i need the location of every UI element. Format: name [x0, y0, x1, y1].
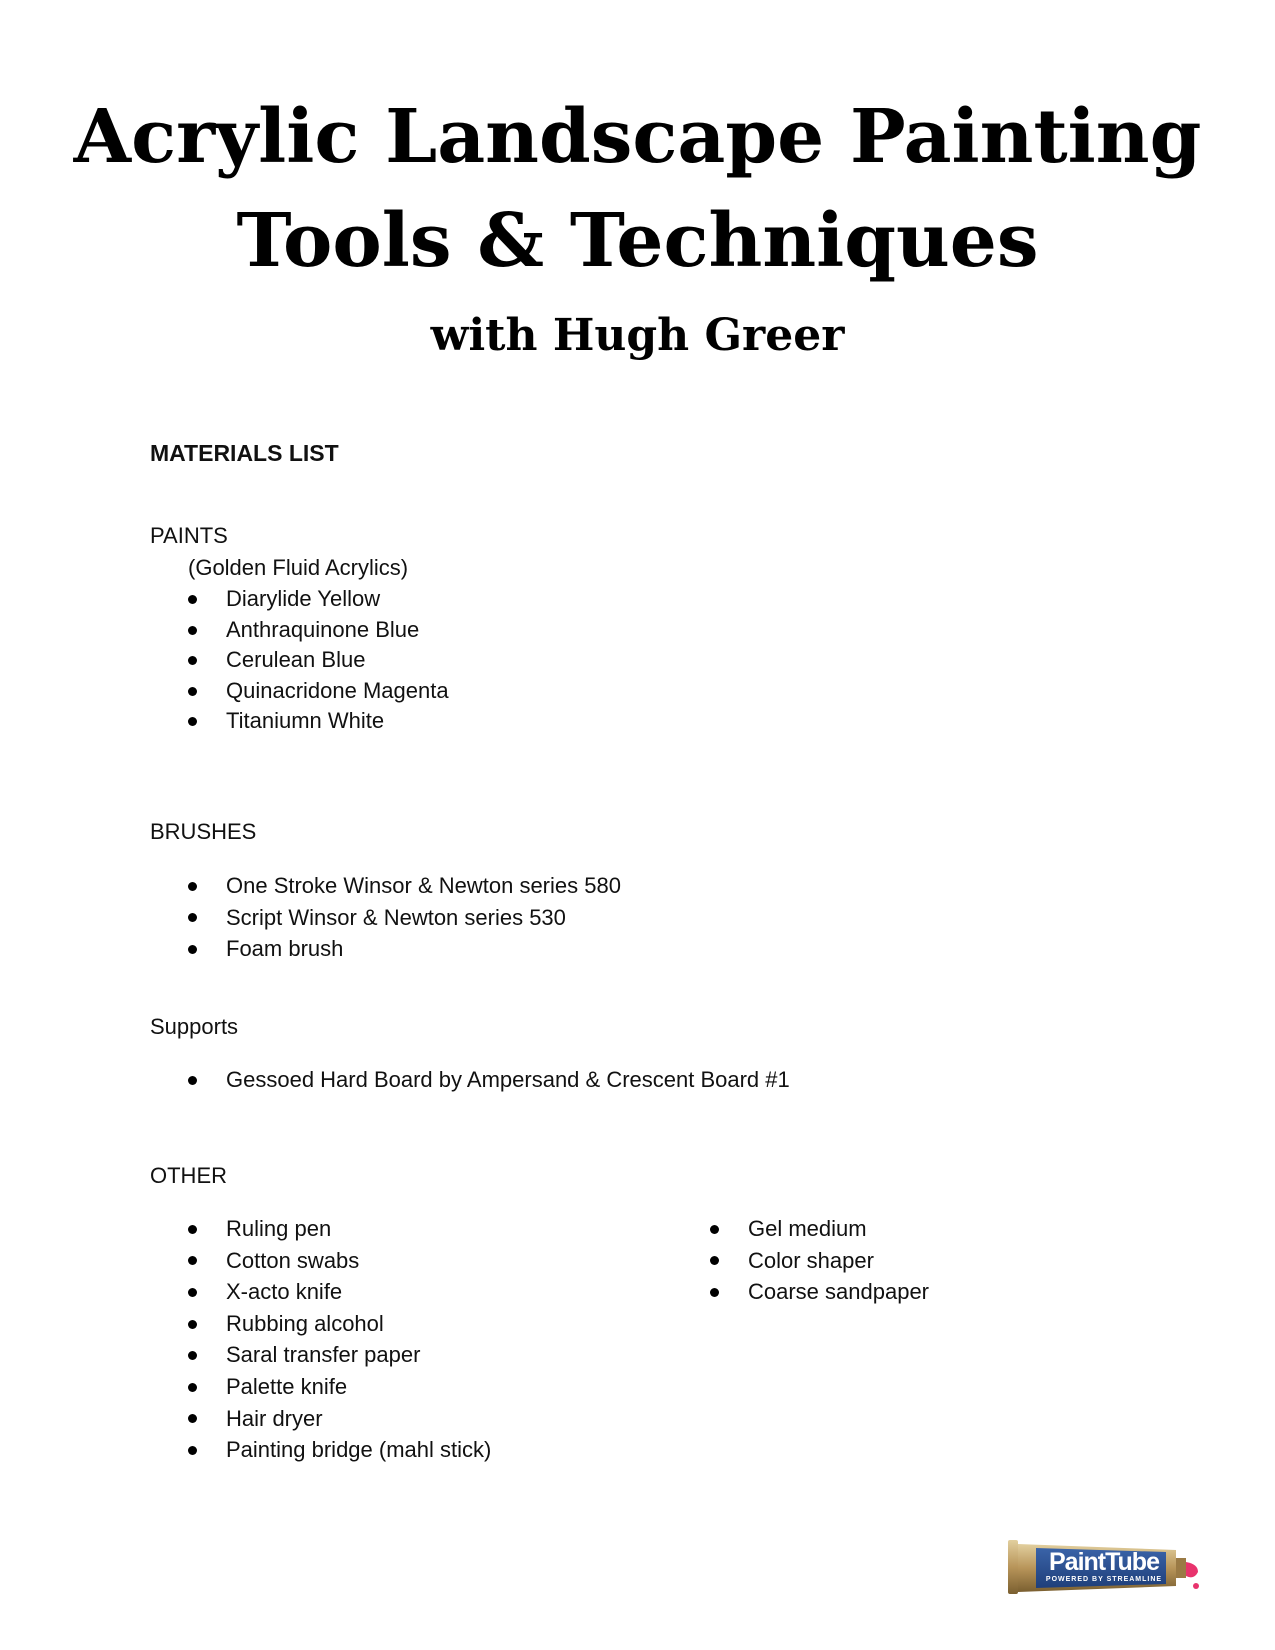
bullet-icon: [710, 1225, 719, 1234]
page-subtitle: with Hugh Greer: [430, 310, 845, 361]
bullet-icon: [188, 1383, 197, 1392]
paints-note: (Golden Fluid Acrylics): [188, 555, 409, 580]
supports-list: [188, 1064, 790, 1095]
other-list-left: [188, 1213, 491, 1466]
list-item: One Stroke Winsor & Newton series 580: [188, 870, 621, 902]
other-heading: OTHER: [150, 1163, 227, 1188]
page-title-line-1: Acrylic Landscape Painting: [73, 94, 1202, 180]
list-item: Foam brush: [188, 933, 621, 965]
bullet-icon: [188, 1351, 197, 1360]
materials-list-heading: MATERIALS LIST: [150, 440, 339, 466]
bullet-icon: [188, 945, 197, 954]
bullet-icon: [188, 1320, 197, 1329]
list-item: Gessoed Hard Board by Ampersand & Crescent Board #1: [188, 1064, 790, 1095]
logo-wordmark: PaintTube: [1049, 1548, 1159, 1576]
page-title-line-2: Tools & Techniques: [236, 198, 1039, 284]
list-item: Coarse sandpaper: [710, 1276, 929, 1308]
bullet-icon: [188, 1446, 197, 1455]
bullet-icon: [188, 626, 197, 635]
list-item: X-acto knife: [188, 1276, 491, 1308]
list-item: Palette knife: [188, 1371, 491, 1403]
bullet-icon: [188, 1414, 197, 1423]
bullet-icon: [188, 687, 197, 696]
list-item: Painting bridge (mahl stick): [188, 1434, 491, 1466]
supports-heading: Supports: [150, 1014, 239, 1039]
bullet-icon: [188, 1225, 197, 1234]
bullet-icon: [188, 1256, 197, 1265]
list-item: Cerulean Blue: [188, 645, 449, 676]
brushes-list: [188, 870, 621, 965]
list-item: Cotton swabs: [188, 1245, 491, 1277]
other-list-right: [710, 1213, 929, 1308]
bullet-icon: [188, 595, 197, 604]
paints-heading: PAINTS: [150, 523, 228, 548]
list-item: Diarylide Yellow: [188, 584, 449, 615]
list-item: Script Winsor & Newton series 530: [188, 902, 621, 934]
bullet-icon: [188, 717, 197, 726]
logo-tagline: POWERED BY STREAMLINE: [1045, 1576, 1163, 1583]
list-item: Anthraquinone Blue: [188, 615, 449, 646]
list-item: Hair dryer: [188, 1403, 491, 1435]
list-item: Gel medium: [710, 1213, 929, 1245]
bullet-icon: [188, 913, 197, 922]
list-item: Color shaper: [710, 1245, 929, 1277]
list-item: Titaniumn White: [188, 706, 449, 737]
bullet-icon: [710, 1288, 719, 1297]
paints-list: [188, 584, 449, 737]
list-item: Saral transfer paper: [188, 1339, 491, 1371]
painttube-logo: [1006, 1536, 1206, 1600]
bullet-icon: [188, 882, 197, 891]
bullet-icon: [188, 656, 197, 665]
bullet-icon: [188, 1076, 197, 1085]
list-item: Ruling pen: [188, 1213, 491, 1245]
list-item: Rubbing alcohol: [188, 1308, 491, 1340]
list-item: Quinacridone Magenta: [188, 676, 449, 707]
bullet-icon: [188, 1288, 197, 1297]
bullet-icon: [710, 1256, 719, 1265]
brushes-heading: BRUSHES: [150, 819, 257, 844]
